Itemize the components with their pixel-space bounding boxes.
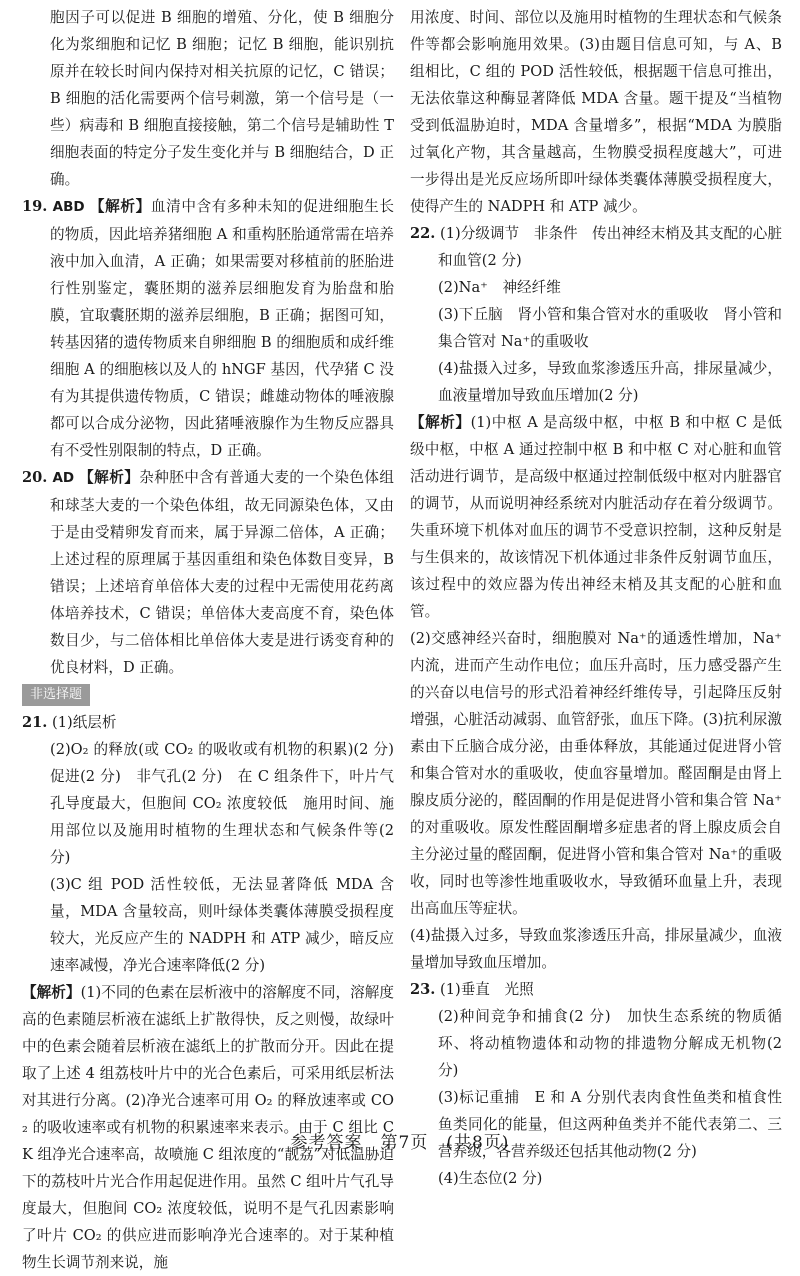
section-header [22, 681, 394, 709]
q19-number: 19. [22, 198, 48, 215]
q20-analysis-text: 杂种胚中含有普通大麦的一个染色体组和球茎大麦的一个染色体组，故无同源染色体，又由于是由受精卵发育而来，属于异源二倍体，A 正确；上述过程的原理属于基因重组和染色体数目变异，B 错误；上述培育单倍体大麦的过程中无需使用花药离体培养技术，C 错误；单倍体大麦高度不育，染色体数目少，与二倍体相比单倍体大麦是进行诱变育种的优良材料，D 正确。 [50, 469, 394, 676]
q23-number: 23. [410, 981, 436, 998]
q22-part2: (2)Na⁺ 神经纤维 [438, 279, 561, 296]
q20-analysis-tag: 【解析】 [79, 469, 140, 486]
page-footer: 参考答案 第7页 (共8页) [290, 1133, 510, 1153]
q20-block [22, 464, 394, 681]
q18-continuation: 胞因子可以促进 B 细胞的增殖、分化，使 B 细胞分化为浆细胞和记忆 B 细胞；记忆 B 细胞，能识别抗原并在较长时间内保持对相关抗原的记忆，C 错误；B 细胞的活化需要两个信号刺激，第一个信号是（一些）病毒和 B 细胞直接接触，第二个信号是辅助性 T 细胞表面的特定分子发生变化并与 B 细胞结合，D 正确。 [50, 9, 394, 188]
q21-number: 21. [22, 714, 48, 731]
q22-analysis-text-2: (2)交感神经兴奋时，细胞膜对 Na⁺的通透性增加，Na⁺内流，进而产生动作电位；血压升高时，压力感受器产生的兴奋以电信号的形式沿着神经纤维传导，引起降压反射增强，心脏活动减弱、血管舒张，血压下降。(3)抗利尿激素由下丘脑合成分泌，由垂体释放，其能通过促进肾小管和集合管对水的重吸收，使血容量增加。醛固酮是由肾上腺皮质分泌的，醛固酮的作用是促进肾小管和集合管 Na⁺的对重吸收。原发性醛固酮增多症患者的肾上腺皮质会自主分泌过量的醛固酮，促进肾小管和集合管对 Na⁺的重吸收，同时也等渗性地重吸收水，导致循环血量上升，表现出高血压等症状。 [410, 630, 782, 917]
q22-analysis-text-3: (4)盐摄入过多，导致血浆渗透压升高，排尿量减少，血液量增加导致血压增加。 [410, 927, 782, 971]
q22-part1-line [410, 220, 782, 274]
q22-analysis [410, 409, 782, 625]
q22-number: 22. [410, 225, 436, 242]
q23-part1-line [410, 976, 782, 1003]
q21-part1-line [22, 709, 394, 736]
q21-analysis-continuation: 用浓度、时间、部位以及施用时植物的生理状态和气候条件等都会影响施用效果。(3)由题目信息可知，与 A、B 组相比，C 组的 POD 活性较低，根据题干信息可推出，无法依靠这种酶显著降低 MDA 含量。题干提及“当植物受到低温胁迫时，MDA 含量增多”，根据“MDA 为膜脂过氧化产物，其含量越高，生物膜受损程度越大”，可进一步得出是光反应场所即叶绿体类囊体薄膜受损程度大，使得产生的 NADPH 和 ATP 减少。 [410, 9, 782, 215]
q23-part4: (4)生态位(2 分) [438, 1170, 543, 1187]
q22-analysis-text-1: (1)中枢 A 是高级中枢，中枢 B 和中枢 C 是低级中枢，中枢 A 通过控制中枢 B 和中枢 C 对心脏和血管活动进行调节，是高级中枢通过控制低级中枢对内脏器官的调节，从而说明神经系统对内脏活动存在着分级调节。失重环境下机体对血压的调节不受意识控制，这种反射是与生俱来的，故该情况下机体通过非条件反射调节血压，该过程中的效应器为传出神经末梢及其支配的心脏和血管。 [410, 414, 782, 620]
non-choice-section-label: 非选择题 [22, 684, 90, 706]
q20-answer: AD [52, 470, 75, 486]
q21-part2: (2)O₂ 的释放(或 CO₂ 的吸收或有机物的积累)(2 分) 促进(2 分) 非气孔(2 分) 在 C 组条件下，叶片气孔导度最大，但胞间 CO₂ 浓度较低 施用时间、施用部位以及施用时植物的生理状态和气候条件等(2 分) [50, 741, 409, 866]
q19-answer: ABD [52, 199, 85, 215]
q21-part3: (3)C 组 POD 活性较低，无法显著降低 MDA 含量，MDA 含量较高，则叶绿体类囊体薄膜受损程度较大，光反应产生的 NADPH 和 ATP 减少，暗反应速率减慢，净光合速率降低(2 分) [50, 876, 394, 974]
q22-part1: (1)分级调节 非条件 传出神经末梢及其支配的心脏和血管(2 分) [438, 225, 782, 269]
q23-part2: (2)种间竞争和捕食(2 分) 加快生态系统的物质循环、将动植物遗体和动物的排遗物分解成无机物(2 分) [438, 1008, 782, 1079]
q20-number: 20. [22, 469, 48, 486]
q21-analysis-text: (1)不同的色素在层析液中的溶解度不同，溶解度高的色素随层析液在滤纸上扩散得快，反之则慢，故绿叶中的色素会随着层析液在滤纸上的扩散而分开。因此在提取了上述 4 组荔枝叶片中的光合色素后，可采用纸层析法对其进行分离。(2)净光合速率可用 O₂ 的释放速率或 CO₂ 的吸收速率或有机物的积累速率来表示。由于 C 组比 CK 组净光合速率高，故喷施 C 组浓度的“靓荔”对低温胁迫下的荔枝叶片光合作用起促进作用。虽然 C 组叶片气孔导度最大，但胞间 CO₂ 浓度较低，说明不是气孔因素影响了叶片 CO₂ 的供应进而影响净光合速率的。对于某种植物生长调节剂来说，施 [22, 984, 394, 1271]
q21-analysis-tag: 【解析】 [22, 984, 81, 1001]
right-column [410, 4, 782, 1192]
q22-part4: (4)盐摄入过多，导致血浆渗透压升高，排尿量减少，血液量增加导致血压增加(2 分) [438, 360, 782, 404]
q23-part1: (1)垂直 光照 [440, 981, 534, 998]
q21-part1: (1)纸层析 [52, 714, 117, 731]
q19-block [22, 193, 394, 464]
q19-analysis-tag: 【解析】 [89, 198, 151, 215]
q22-part3: (3)下丘脑 肾小管和集合管对水的重吸收 肾小管和集合管对 Na⁺的重吸收 [438, 306, 782, 350]
q23-part3: (3)标记重捕 E 和 A 分别代表肉食性鱼类和植食性鱼类同化的能量，但这两种鱼类并不能代表第二、三营养级，各营养级还包括其他动物(2 分) [438, 1089, 782, 1160]
q19-analysis-text: 血清中含有多种未知的促进细胞生长的物质，因此培养猪细胞 A 和重构胚胎通常需在培养液中加入血清，A 正确；如果需要对移植前的胚胎进行性别鉴定，囊胚期的滋养层细胞发育为胎盘和胎膜，宜取囊胚期的滋养层细胞，B 正确；据图可知，转基因猪的遗传物质来自卵细胞 B 的细胞质和成纤维细胞 A 的细胞核以及人的 hNGF 基因，代孕猪 C 没有为其提供遗传物质，C 错误；雌雄动物体的唾液腺都可以合成分泌物，因此猪唾液腺作为生物反应器具有不受性别限制的特点，D 正确。 [50, 198, 394, 459]
q22-analysis-tag: 【解析】 [410, 414, 471, 431]
